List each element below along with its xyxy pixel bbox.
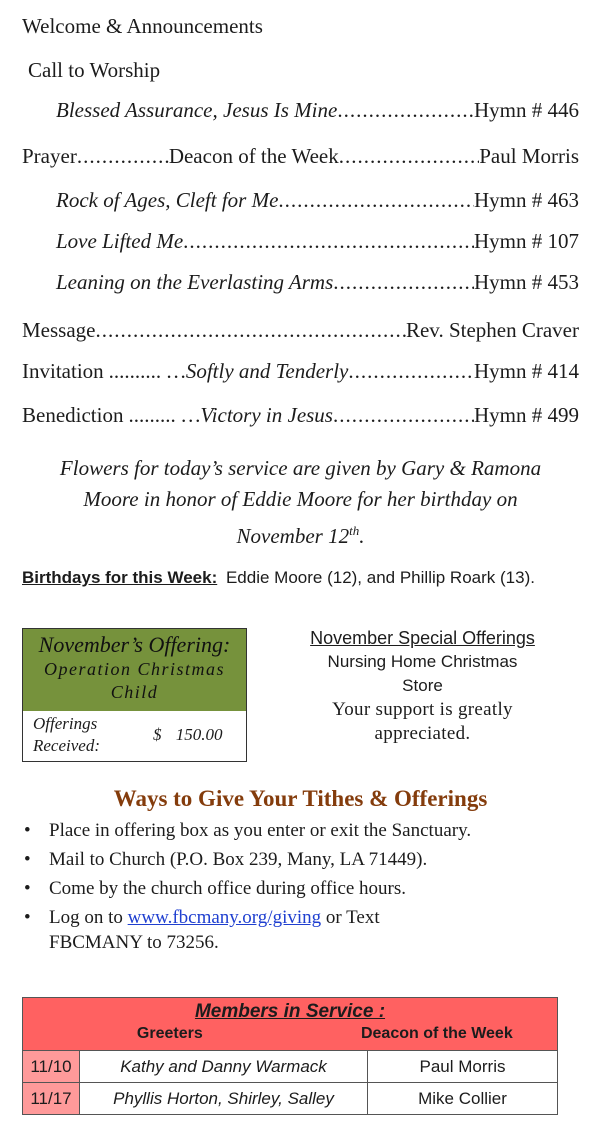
row-greeters: Phyllis Horton, Shirley, Salley [80, 1083, 368, 1115]
offering-header [23, 629, 246, 711]
prayer-role: Deacon of the Week [168, 144, 339, 168]
leader-dots [348, 359, 474, 384]
flowers-line-3 [22, 515, 579, 552]
hymn-number: Hymn # 107 [474, 229, 579, 253]
list-item-text: or Text [321, 907, 380, 928]
hymn-title: …Victory in Jesus [181, 403, 333, 427]
hymn-number: Hymn # 446 [474, 98, 579, 122]
hymn-title: …Softly and Tenderly [167, 359, 349, 383]
birthdays-label: Birthdays for this Week: [22, 568, 218, 587]
flowers-line-2: Moore in honor of Eddie Moore for her birthday on [83, 487, 518, 511]
hymn-title: Blessed Assurance, Jesus Is Mine [56, 98, 338, 122]
invitation-lead: .......... [108, 359, 162, 383]
offering-subtitle-1: Operation Christmas [43, 659, 226, 679]
flowers-end: . [359, 524, 365, 548]
leader-dots [77, 144, 169, 169]
members-header [23, 998, 558, 1051]
message-speaker: Rev. Stephen Craver [405, 318, 579, 342]
members-table [22, 997, 558, 1115]
members-header-row [23, 998, 558, 1051]
call-to-worship: Call to Worship [28, 58, 161, 82]
leader-dots [337, 98, 474, 123]
message-row [22, 318, 579, 346]
special-offerings-note-1: Your support is greatly [332, 699, 513, 720]
special-offerings-line-1: Nursing Home Christmas [327, 652, 518, 671]
hymn-title: Love Lifted Me [56, 229, 184, 253]
hymn-row-4 [56, 270, 579, 298]
col-greeters: Greeters [136, 1025, 203, 1042]
leader-dots [339, 144, 480, 169]
ways-list [22, 818, 592, 959]
special-offerings [300, 626, 545, 746]
special-offerings-line-2: Store [402, 676, 443, 695]
flowers-note [22, 453, 579, 552]
row-greeters: Kathy and Danny Warmack [80, 1051, 368, 1083]
leader-dots [95, 318, 406, 343]
hymn-row-1 [56, 98, 579, 126]
benediction-row [22, 403, 579, 431]
bullet-icon: • [24, 820, 31, 841]
offering-title: November’s Offering: [38, 632, 231, 657]
ways-title: Ways to Give Your Tithes & Offerings [113, 786, 488, 811]
offering-received-label-1: Offerings [33, 714, 98, 733]
prayer-row [22, 144, 579, 172]
leader-dots [333, 403, 474, 428]
offering-amount [153, 725, 223, 745]
special-offerings-note-2: appreciated. [374, 723, 471, 744]
special-offerings-title: November Special Offerings [310, 628, 535, 648]
bullet-icon: • [24, 907, 31, 928]
birthdays-line [22, 568, 535, 588]
leader-dots [183, 229, 474, 254]
table-row [23, 1051, 558, 1083]
benediction-lead: ......... [128, 403, 176, 427]
offering-received-label [33, 713, 100, 757]
leader-dots [278, 188, 474, 213]
list-item-text: Place in offering box as you enter or exit the Sanctuary. [49, 820, 472, 841]
hymn-number: Hymn # 499 [474, 403, 579, 427]
list-item-text: FBCMANY to 73256. [49, 932, 219, 953]
members-title: Members in Service : [194, 1001, 386, 1022]
offering-currency: $ [153, 725, 162, 744]
offering-subtitle-2: Child [110, 682, 159, 702]
flowers-line-1: Flowers for today’s service are given by Gary & Ramona [59, 456, 542, 480]
hymn-row-2 [56, 188, 579, 216]
row-date: 11/10 [23, 1051, 80, 1083]
offering-box [22, 628, 247, 762]
list-item-text: Log on to [49, 907, 128, 928]
list-item [22, 905, 592, 955]
benediction-label: Benediction [22, 403, 124, 427]
flowers-date: November 12 [236, 524, 350, 548]
invitation-label: Invitation [22, 359, 104, 383]
table-row [23, 1083, 558, 1115]
birthdays-text: Eddie Moore (12), and Phillip Roark (13). [225, 568, 535, 587]
invitation-row [22, 359, 579, 387]
row-date: 11/17 [23, 1083, 80, 1115]
hymn-number: Hymn # 453 [474, 270, 579, 294]
list-item [22, 876, 592, 901]
hymn-title: Leaning on the Everlasting Arms [56, 270, 334, 294]
bullet-icon: • [24, 878, 31, 899]
offering-received [23, 711, 246, 761]
row-deacon: Paul Morris [368, 1051, 558, 1083]
hymn-row-3 [56, 229, 579, 257]
flowers-date-suffix: th [349, 523, 360, 538]
prayer-label: Prayer [22, 144, 77, 168]
giving-link[interactable]: www.fbcmany.org/giving [127, 907, 322, 928]
list-item [22, 818, 592, 843]
hymn-number: Hymn # 463 [474, 188, 579, 212]
hymn-number: Hymn # 414 [474, 359, 579, 383]
message-label: Message [22, 318, 96, 342]
hymn-title: Rock of Ages, Cleft for Me [56, 188, 279, 212]
list-item [22, 847, 592, 872]
list-item-text: Mail to Church (P.O. Box 239, Many, LA 71449). [49, 849, 428, 870]
prayer-deacon: Paul Morris [479, 144, 579, 168]
welcome-announcements: Welcome & Announcements [22, 14, 263, 38]
col-deacon: Deacon of the Week [360, 1025, 513, 1042]
bullet-icon: • [24, 849, 31, 870]
list-item-text: Come by the church office during office hours. [49, 878, 407, 899]
offering-received-label-2: Received: [33, 736, 100, 755]
row-deacon: Mike Collier [368, 1083, 558, 1115]
leader-dots [333, 270, 474, 295]
offering-amount-value: 150.00 [175, 725, 223, 744]
